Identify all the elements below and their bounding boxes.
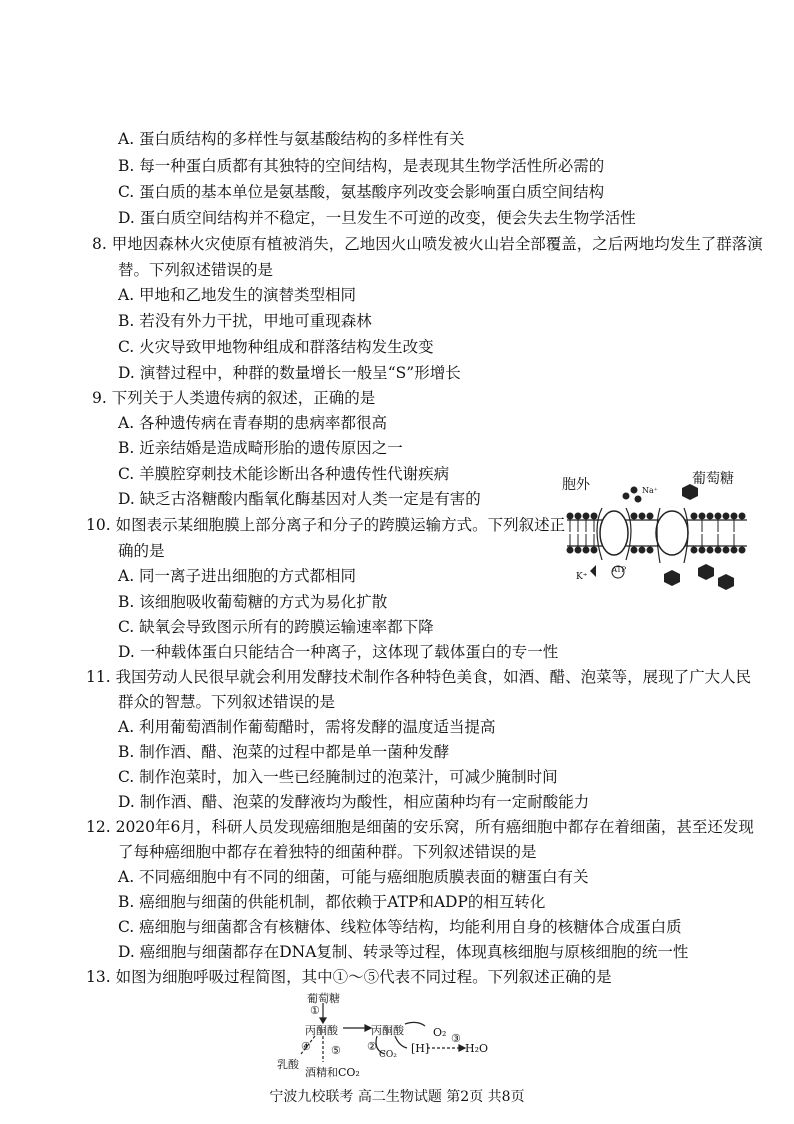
q8-option-c: C. 火灾导致甲地物种组成和群落结构发生改变 — [118, 338, 434, 356]
q10-option-b: B. 该细胞吸收葡萄糖的方式为易化扩散 — [118, 593, 388, 611]
glucose-molecule — [664, 570, 680, 586]
na-label: Na⁺ — [642, 486, 658, 495]
q8-option-d: D. 演替过程中，种群的数量增长一般呈“S”形增长 — [118, 364, 461, 382]
na-ion — [635, 496, 642, 503]
process-2-label: ② — [367, 1040, 377, 1053]
k-ion — [590, 565, 596, 577]
q11-option-a: A. 利用葡萄酒制作葡萄醋时，需将发酵的温度适当提高 — [118, 718, 496, 736]
process-4-label: ④ — [301, 1040, 311, 1053]
q10-option-a: A. 同一离子进出细胞的方式都相同 — [118, 567, 357, 585]
q12-option-a: A. 不同癌细胞中有不同的细菌，可能与癌细胞质膜表面的糖蛋白有关 — [118, 868, 589, 886]
q9-option-c: C. 羊膜腔穿刺技术能诊断出各种遗传性代谢疾病 — [118, 465, 450, 483]
q11-stem-line2: 群众的智慧。下列叙述错误的是 — [118, 693, 336, 711]
q11-option-d: D. 制作酒、醋、泡菜的发酵液均为酸性，相应菌种均有一定耐酸能力 — [118, 793, 590, 811]
h2o-label: H₂O — [465, 1042, 489, 1055]
q12-stem-line2: 了每种癌细胞中都存在着独特的细菌种群。下列叙述错误的是 — [118, 843, 537, 861]
lactic-acid-node: 乳酸 — [277, 1058, 299, 1071]
q7-option-c: C. 蛋白质的基本单位是氨基酸，氨基酸序列改变会影响蛋白质空间结构 — [118, 183, 605, 201]
pyruvate-node-1: 丙酮酸 — [305, 1024, 338, 1037]
membrane-transport-figure — [562, 468, 752, 590]
q11-option-b: B. 制作酒、醋、泡菜的过程中都是单一菌种发酵 — [118, 743, 450, 761]
q7-option-d: D. 蛋白质空间结构并不稳定，一旦发生不可逆的改变，便会失去生物学活性 — [118, 209, 636, 227]
q10-stem-line2: 确的是 — [118, 542, 165, 560]
page-footer: 宁波九校联考 高二生物试题 第2页 共8页 — [269, 1089, 525, 1105]
o2-label: O₂ — [433, 1026, 447, 1039]
q9-option-d: D. 缺乏古洛糖酸内酯氧化酶基因对人类一定是有害的 — [118, 490, 481, 508]
q12-option-b: B. 癌细胞与细菌的供能机制，都依赖于ATP和ADP的相互转化 — [118, 893, 546, 911]
k-label: K⁺ — [576, 572, 588, 582]
q7-option-b: B. 每一种蛋白质都有其独特的空间结构，是表现其生物学活性所必需的 — [118, 157, 605, 175]
q11-stem-line1: 11. 我国劳动人民很早就会利用发酵技术制作各种特色美食，如酒、醋、泡菜等，展现了广大人民 — [86, 668, 752, 686]
q7-option-a: A. 蛋白质结构的多样性与氨基酸结构的多样性有关 — [118, 130, 465, 148]
q12-stem-line1: 12. 2020年6月，科研人员发现癌细胞是细菌的安乐窝，所有癌细胞中都存在着细菌，甚至还发现 — [86, 818, 754, 836]
respiration-figure — [265, 990, 505, 1079]
q10-stem-line1: 10. 如图表示某细胞膜上部分离子和分子的跨膜运输方式。下列叙述正 — [86, 516, 566, 534]
q8-stem-line2: 替。下列叙述错误的是 — [118, 261, 274, 279]
process-5-label: ⑤ — [331, 1044, 341, 1057]
h-label: [H] — [411, 1042, 430, 1055]
q9-option-a: A. 各种遗传病在青春期的患病率都很高 — [118, 414, 388, 432]
q9-stem: 9. 下列关于人类遗传病的叙述，正确的是 — [92, 389, 376, 407]
q10-option-c: C. 缺氧会导致图示所有的跨膜运输速率都下降 — [118, 618, 434, 636]
q13-stem: 13. 如图为细胞呼吸过程简图，其中①～⑤代表不同过程。下列叙述正确的是 — [86, 968, 612, 986]
process-1-label: ① — [310, 1004, 320, 1017]
q10-option-d: D. 一种载体蛋白只能结合一种离子，这体现了载体蛋白的专一性 — [118, 643, 559, 661]
q8-option-b: B. 若没有外力干扰，甲地可重现森林 — [118, 312, 372, 330]
glucose-label: 葡萄糖 — [692, 471, 734, 487]
q12-option-c: C. 癌细胞与细菌都含有核糖体、线粒体等结构，均能利用自身的核糖体合成蛋白质 — [118, 918, 682, 936]
pyruvate-node-2: 丙酮酸 — [371, 1024, 404, 1037]
q12-option-d: D. 癌细胞与细菌都存在DNA复制、转录等过程，体现真核细胞与原核细胞的统一性 — [118, 943, 689, 961]
carrier-protein-right — [656, 511, 688, 555]
na-ion — [631, 487, 638, 494]
alcohol-co2-node: 酒精和CO₂ — [305, 1066, 360, 1079]
q8-option-a: A. 甲地和乙地发生的演替类型相同 — [118, 286, 357, 304]
na-ion — [623, 493, 630, 500]
q9-option-b: B. 近亲结婚是造成畸形胎的遗传原因之一 — [118, 439, 403, 457]
outside-label: 胞外 — [562, 477, 590, 493]
q8-stem-line1: 8. 甲地因森林火灾使原有植被消失，乙地因火山喷发被火山岩全部覆盖，之后两地均发生了群落演 — [92, 235, 763, 253]
atp-label: ATP — [612, 566, 627, 574]
process-3-label: ③ — [451, 1032, 461, 1045]
glucose-molecule — [718, 574, 734, 590]
glucose-node: 葡萄糖 — [307, 992, 340, 1005]
q11-option-c: C. 制作泡菜时，加入一些已经腌制过的泡菜汁，可减少腌制时间 — [118, 768, 558, 786]
carrier-protein-left — [600, 511, 628, 555]
glucose-molecule — [698, 564, 714, 580]
co2-label: CO₂ — [379, 1050, 397, 1060]
